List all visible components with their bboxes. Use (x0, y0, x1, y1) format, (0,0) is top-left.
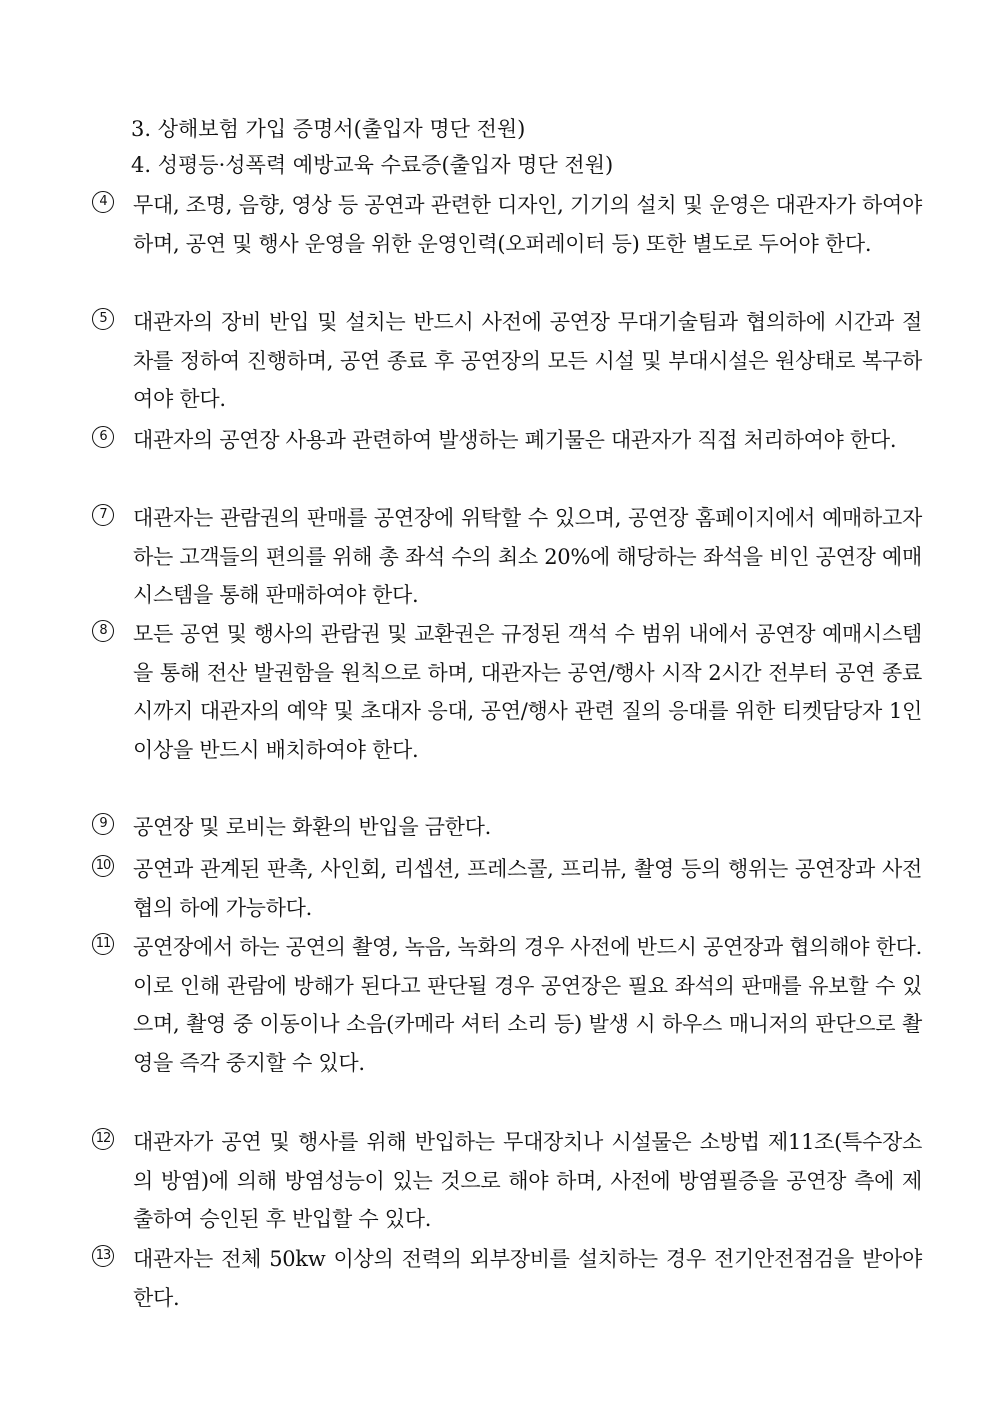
item-text: 공연장에서 하는 공연의 촬영, 녹음, 녹화의 경우 사전에 반드시 공연장과 협의해야 한다. 이로 인해 관람에 방해가 된다고 판단될 경우 공연장은 필요 좌석의 판매를 유보할 수 있으며, 촬영 중 이동이나 소음(카메라 셔터 소리 등) 발생 시 하우스 매니저의 판단으로 촬영을 즉각 중지할 수 있다. (133, 935, 922, 1075)
item-text: 무대, 조명, 음향, 영상 등 공연과 관련한 디자인, 기기의 설치 및 운영은 대관자가 하여야 하며, 공연 및 행사 운영을 위한 운영인력(오퍼레이터 등) 또한 별도로 두어야 한다. (133, 193, 922, 256)
item-text: 대관자의 장비 반입 및 설치는 반드시 사전에 공연장 무대기술팀과 협의하에 시간과 절차를 정하여 진행하며, 공연 종료 후 공연장의 모든 시설 및 부대시설은 원상태로 복구하여야 한다. (133, 310, 922, 411)
item-text: 모든 공연 및 행사의 관람권 및 교환권은 규정된 객석 수 범위 내에서 공연장 예매시스템을 통해 전산 발권함을 원칙으로 하며, 대관자는 공연/행사 시작 2시간 전부터 공연 종료 시까지 대관자의 예약 및 초대자 응대, 공연/행사 관련 질의 응대를 위한 티켓담당자 1인 이상을 반드시 배치하여야 한다. (133, 622, 922, 762)
item-number: 5 (92, 308, 114, 330)
item-number: 6 (92, 426, 114, 448)
item-text: 공연장 및 로비는 화환의 반입을 금한다. (133, 815, 492, 839)
item-text: 대관자가 공연 및 행사를 위해 반입하는 무대장치나 시설물은 소방법 제11조(특수장소의 방염)에 의해 방염성능이 있는 것으로 해야 하며, 사전에 방염필증을 공연장 측에 제출하여 승인된 후 반입할 수 있다. (133, 1130, 922, 1231)
item-text: 대관자의 공연장 사용과 관련하여 발생하는 폐기물은 대관자가 직접 처리하여야 한다. (133, 428, 897, 452)
item-number: 8 (92, 620, 114, 642)
item-number: 10 (92, 855, 114, 877)
item-number: 11 (92, 933, 114, 955)
sub-item-education: 4. 성평등·성폭력 예방교육 수료증(출입자 명단 전원) (131, 153, 614, 177)
item-number: 4 (92, 191, 114, 213)
item-number: 13 (92, 1245, 114, 1267)
item-text: 대관자는 전체 50kw 이상의 전력의 외부장비를 설치하는 경우 전기안전점검을 받아야 한다. (133, 1247, 922, 1310)
item-number: 7 (92, 504, 114, 526)
item-number: 9 (92, 813, 114, 835)
item-number: 12 (92, 1128, 114, 1150)
sub-item-insurance: 3. 상해보험 가입 증명서(출입자 명단 전원) (131, 117, 526, 141)
item-text: 공연과 관계된 판촉, 사인회, 리셉션, 프레스콜, 프리뷰, 촬영 등의 행위는 공연장과 사전 협의 하에 가능하다. (133, 857, 922, 920)
item-text: 대관자는 관람권의 판매를 공연장에 위탁할 수 있으며, 공연장 홈페이지에서 예매하고자 하는 고객들의 편의를 위해 총 좌석 수의 최소 20%에 해당하는 좌석을 비인 공연장 예매시스템을 통해 판매하여야 한다. (133, 506, 922, 607)
